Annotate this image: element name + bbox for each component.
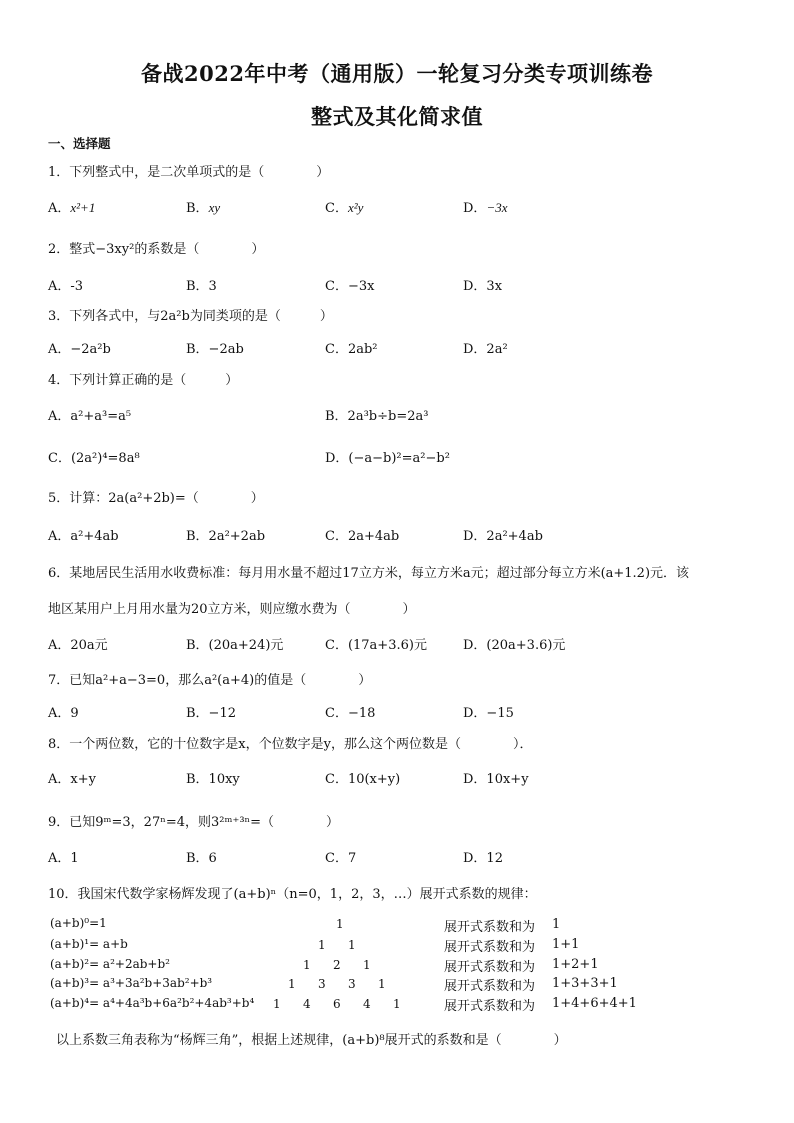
question-2-option-d: D．3x bbox=[463, 279, 503, 294]
pascal-coef: 1 bbox=[318, 938, 326, 952]
question-2-option-c: C．−3x bbox=[325, 279, 375, 294]
option-value: x²+1 bbox=[70, 200, 96, 215]
option-letter: D． bbox=[463, 201, 487, 216]
question-2-stem: 2．整式−3xy²的系数是（ ） bbox=[48, 242, 265, 257]
pascal-sum-1: 1+1 bbox=[552, 937, 580, 952]
question-7-option-d: D．−15 bbox=[463, 706, 514, 721]
pascal-sum-label-4: 展开式系数和为 bbox=[444, 999, 536, 1014]
option-letter: A． bbox=[48, 201, 71, 216]
question-2-option-b: B．3 bbox=[186, 279, 217, 294]
pascal-sum-label-2: 展开式系数和为 bbox=[444, 960, 536, 975]
pascal-coef: 1 bbox=[273, 997, 281, 1011]
question-10-footer: 以上系数三角表称为“杨辉三角”，根据上述规律，(a+b)⁸展开式的系数和是（ ） bbox=[56, 1033, 567, 1048]
question-6-stem: 6．某地居民生活用水收费标准：每月用水量不超过17立方米，每立方米a元；超过部分每立方米(a+1.2)元．该 bbox=[48, 566, 690, 581]
question-9-stem: 9．已知9ᵐ=3，27ⁿ=4，则3²ᵐ⁺³ⁿ=（ ） bbox=[48, 815, 340, 830]
pascal-sum-2: 1+2+1 bbox=[552, 957, 599, 972]
question-5-option-a: A．a²+4ab bbox=[48, 529, 119, 544]
question-3-option-a: A．−2a²b bbox=[48, 342, 111, 357]
question-7-option-c: C．−18 bbox=[325, 706, 376, 721]
pascal-coef: 4 bbox=[363, 997, 371, 1011]
question-4-option-a: A．a²+a³=a⁵ bbox=[48, 409, 132, 424]
question-1-option-c bbox=[325, 197, 363, 216]
question-9-option-c: C．7 bbox=[325, 851, 357, 866]
pascal-coef: 3 bbox=[348, 977, 356, 991]
pascal-coef: 1 bbox=[288, 977, 296, 991]
option-value: xy bbox=[208, 200, 221, 215]
question-1-stem: 1．下列整式中，是二次单项式的是（ ） bbox=[48, 165, 330, 180]
question-6-option-a: A．20a元 bbox=[48, 638, 108, 653]
question-8-option-b: B．10xy bbox=[186, 772, 240, 787]
pascal-expr-0: (a+b)⁰=1 bbox=[50, 916, 107, 930]
option-value: −3x bbox=[486, 200, 508, 215]
question-1-option-d bbox=[463, 197, 507, 216]
pascal-coef: 1 bbox=[393, 997, 401, 1011]
question-9-option-d: D．12 bbox=[463, 851, 503, 866]
pascal-expr-2: (a+b)²= a²+2ab+b² bbox=[50, 957, 170, 971]
question-8-option-c: C．10(x+y) bbox=[325, 772, 401, 787]
pascal-coef: 1 bbox=[336, 917, 344, 931]
question-3-option-b: B．−2ab bbox=[186, 342, 244, 357]
pascal-coef: 2 bbox=[333, 958, 341, 972]
pascal-sum-label-3: 展开式系数和为 bbox=[444, 979, 536, 994]
option-letter: C． bbox=[325, 201, 348, 216]
question-5-option-c: C．2a+4ab bbox=[325, 529, 400, 544]
pascal-coef: 1 bbox=[378, 977, 386, 991]
pascal-coef: 1 bbox=[303, 958, 311, 972]
question-8-stem: 8．一个两位数，它的十位数字是x，个位数字是y，那么这个两位数是（ ）． bbox=[48, 737, 533, 752]
pascal-sum-0: 1 bbox=[552, 917, 561, 932]
option-value: x²y bbox=[347, 200, 364, 215]
question-4-stem: 4．下列计算正确的是（ ） bbox=[48, 373, 239, 388]
section-heading: 一、选择题 bbox=[48, 136, 111, 151]
question-10-stem: 10．我国宋代数学家杨辉发现了(a+b)ⁿ（n=0，1，2，3，…）展开式系数的规律： bbox=[48, 887, 537, 902]
question-3-option-d: D．2a² bbox=[463, 342, 508, 357]
question-3-option-c: C．2ab² bbox=[325, 342, 378, 357]
question-5-option-d: D．2a²+4ab bbox=[463, 529, 543, 544]
question-4-option-d: D．(−a−b)²=a²−b² bbox=[325, 451, 450, 466]
pascal-coef: 3 bbox=[318, 977, 326, 991]
pascal-coef: 1 bbox=[348, 938, 356, 952]
question-8-option-a: A．x+y bbox=[48, 772, 96, 787]
pascal-expr-4: (a+b)⁴= a⁴+4a³b+6a²b²+4ab³+b⁴ bbox=[50, 996, 255, 1010]
question-6-option-b: B．(20a+24)元 bbox=[186, 638, 284, 653]
question-2-option-a: A．-3 bbox=[48, 279, 84, 294]
question-9-option-b: B．6 bbox=[186, 851, 217, 866]
doc-title-line1: 备战2022年中考（通用版）一轮复习分类专项训练卷 bbox=[141, 61, 653, 86]
pascal-coef: 1 bbox=[363, 958, 371, 972]
pascal-coef: 4 bbox=[303, 997, 311, 1011]
question-4-option-c: C．(2a²)⁴=8a⁸ bbox=[48, 451, 140, 466]
question-4-option-b: B．2a³b÷b=2a³ bbox=[325, 409, 429, 424]
pascal-expr-1: (a+b)¹= a+b bbox=[50, 937, 128, 951]
option-letter: B． bbox=[186, 201, 209, 216]
question-1-option-a bbox=[48, 197, 95, 216]
question-9-option-a: A．1 bbox=[48, 851, 79, 866]
question-8-option-d: D．10x+y bbox=[463, 772, 529, 787]
pascal-sum-3: 1+3+3+1 bbox=[552, 976, 618, 991]
question-6-option-c: C．(17a+3.6)元 bbox=[325, 638, 427, 653]
question-3-stem: 3．下列各式中，与2a²b为同类项的是（ ） bbox=[48, 309, 333, 324]
question-7-stem: 7．已知a²+a−3=0，那么a²(a+4)的值是（ ） bbox=[48, 673, 372, 688]
pascal-expr-3: (a+b)³= a³+3a²b+3ab²+b³ bbox=[50, 976, 213, 990]
pascal-sum-label-0: 展开式系数和为 bbox=[444, 920, 536, 935]
question-5-stem: 5．计算：2a(a²+2b)=（ ） bbox=[48, 491, 264, 506]
pascal-sum-4: 1+4+6+4+1 bbox=[552, 996, 637, 1011]
question-6-option-d: D．(20a+3.6)元 bbox=[463, 638, 566, 653]
question-5-option-b: B．2a²+2ab bbox=[186, 529, 266, 544]
pascal-sum-label-1: 展开式系数和为 bbox=[444, 940, 536, 955]
doc-title-line2: 整式及其化简求值 bbox=[311, 104, 483, 129]
pascal-coef: 6 bbox=[333, 997, 341, 1011]
question-7-option-a: A．9 bbox=[48, 706, 79, 721]
question-7-option-b: B．−12 bbox=[186, 706, 236, 721]
question-6-stem-continued: 地区某用户上月用水量为20立方米，则应缴水费为（ ） bbox=[48, 602, 416, 617]
question-1-option-b bbox=[186, 197, 220, 216]
